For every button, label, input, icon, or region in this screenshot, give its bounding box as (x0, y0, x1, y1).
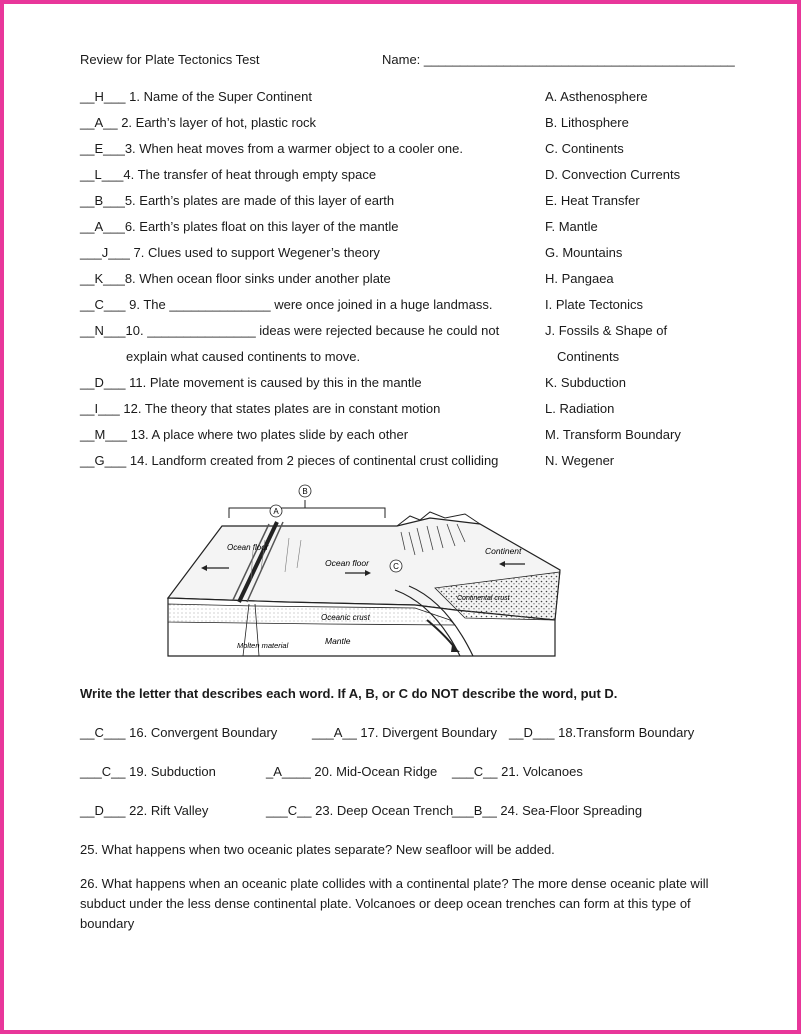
diagram-bracket (229, 508, 385, 518)
item-16: __C___ 16. Convergent Boundary (80, 725, 278, 740)
answer-h: H. Pangaea (545, 271, 614, 286)
question-6: __A___6. Earth’s plates float on this layer of the mantle (80, 219, 399, 234)
item-20: _A____ 20. Mid-Ocean Ridge (266, 764, 438, 779)
answer-l: L. Radiation (545, 401, 615, 416)
label-ocean-floor-left: Ocean floor (227, 543, 269, 552)
item-22: __D___ 22. Rift Valley (80, 803, 209, 818)
answer-i: I. Plate Tectonics (545, 297, 644, 312)
callout-c: C (393, 562, 399, 571)
question-11: __D___ 11. Plate movement is caused by this in the mantle (80, 375, 422, 390)
item-23: ___C__ 23. Deep Ocean Trench (266, 803, 454, 818)
label-mantle: Mantle (325, 636, 351, 646)
answer-g: G. Mountains (545, 245, 623, 260)
item-18: __D___ 18.Transform Boundary (509, 725, 695, 740)
callout-b: B (302, 487, 308, 496)
label-continent: Continent (485, 546, 522, 556)
name-field[interactable]: Name: ___________________________________________ (382, 52, 735, 67)
answer-f: F. Mantle (545, 219, 598, 234)
question-26: 26. What happens when an oceanic plate collides with a continental plate? The more dense oceanic plate will subduct under the less dense continental plate. Volcanoes or deep ocean trenches can form at this type of boundary (80, 876, 709, 931)
question-7: ___J___ 7. Clues used to support Wegener’s theory (80, 245, 380, 260)
question-13: __M___ 13. A place where two plates slide by each other (80, 427, 409, 442)
question-5: __B___5. Earth’s plates are made of this layer of earth (80, 193, 395, 208)
question-1: __H___ 1. Name of the Super Continent (80, 89, 312, 104)
question-10-continued: explain what caused continents to move. (126, 349, 361, 364)
answer-e: E. Heat Transfer (545, 193, 640, 208)
answer-n: N. Wegener (545, 453, 615, 468)
question-9: __C___ 9. The ______________ were once joined in a huge landmass. (80, 297, 493, 312)
worksheet-title: Review for Plate Tectonics Test (80, 52, 260, 67)
question-25: 25. What happens when two oceanic plates separate? New seafloor will be added. (80, 842, 555, 857)
label-molten-material: Molten material (237, 641, 289, 650)
label-ocean-floor-mid: Ocean floor (325, 558, 369, 568)
answer-b: B. Lithosphere (545, 115, 629, 130)
answer-c: C. Continents (545, 141, 624, 156)
question-10: __N___10. _______________ ideas were rejected because he could not (80, 323, 500, 338)
item-21: ___C__ 21. Volcanoes (452, 764, 583, 779)
question-2: __A__ 2. Earth’s layer of hot, plastic rock (80, 115, 317, 130)
question-8: __K___8. When ocean floor sinks under another plate (80, 271, 391, 286)
answer-a: A. Asthenosphere (545, 89, 648, 104)
question-3: __E___3. When heat moves from a warmer object to a cooler one. (80, 141, 463, 156)
question-14: __G___ 14. Landform created from 2 pieces of continental crust colliding (80, 453, 499, 468)
callout-a: A (273, 507, 279, 516)
question-4: __L___4. The transfer of heat through empty space (80, 167, 377, 182)
plate-boundary-diagram (165, 480, 569, 664)
answer-d: D. Convection Currents (545, 167, 681, 182)
label-continental-crust: Continental crust (457, 595, 510, 602)
answer-j-continued: Continents (557, 349, 620, 364)
answer-m: M. Transform Boundary (545, 427, 681, 442)
section2-instructions: Write the letter that describes each word. If A, B, or C do NOT describe the word, put D. (80, 686, 618, 701)
answer-k: K. Subduction (545, 375, 626, 390)
label-oceanic-crust: Oceanic crust (321, 613, 370, 622)
item-19: ___C__ 19. Subduction (80, 764, 216, 779)
item-24: ___B__ 24. Sea-Floor Spreading (452, 803, 643, 818)
question-12: __I___ 12. The theory that states plates are in constant motion (80, 401, 441, 416)
item-17: ___A__ 17. Divergent Boundary (312, 725, 498, 740)
answer-j: J. Fossils & Shape of (545, 323, 668, 338)
